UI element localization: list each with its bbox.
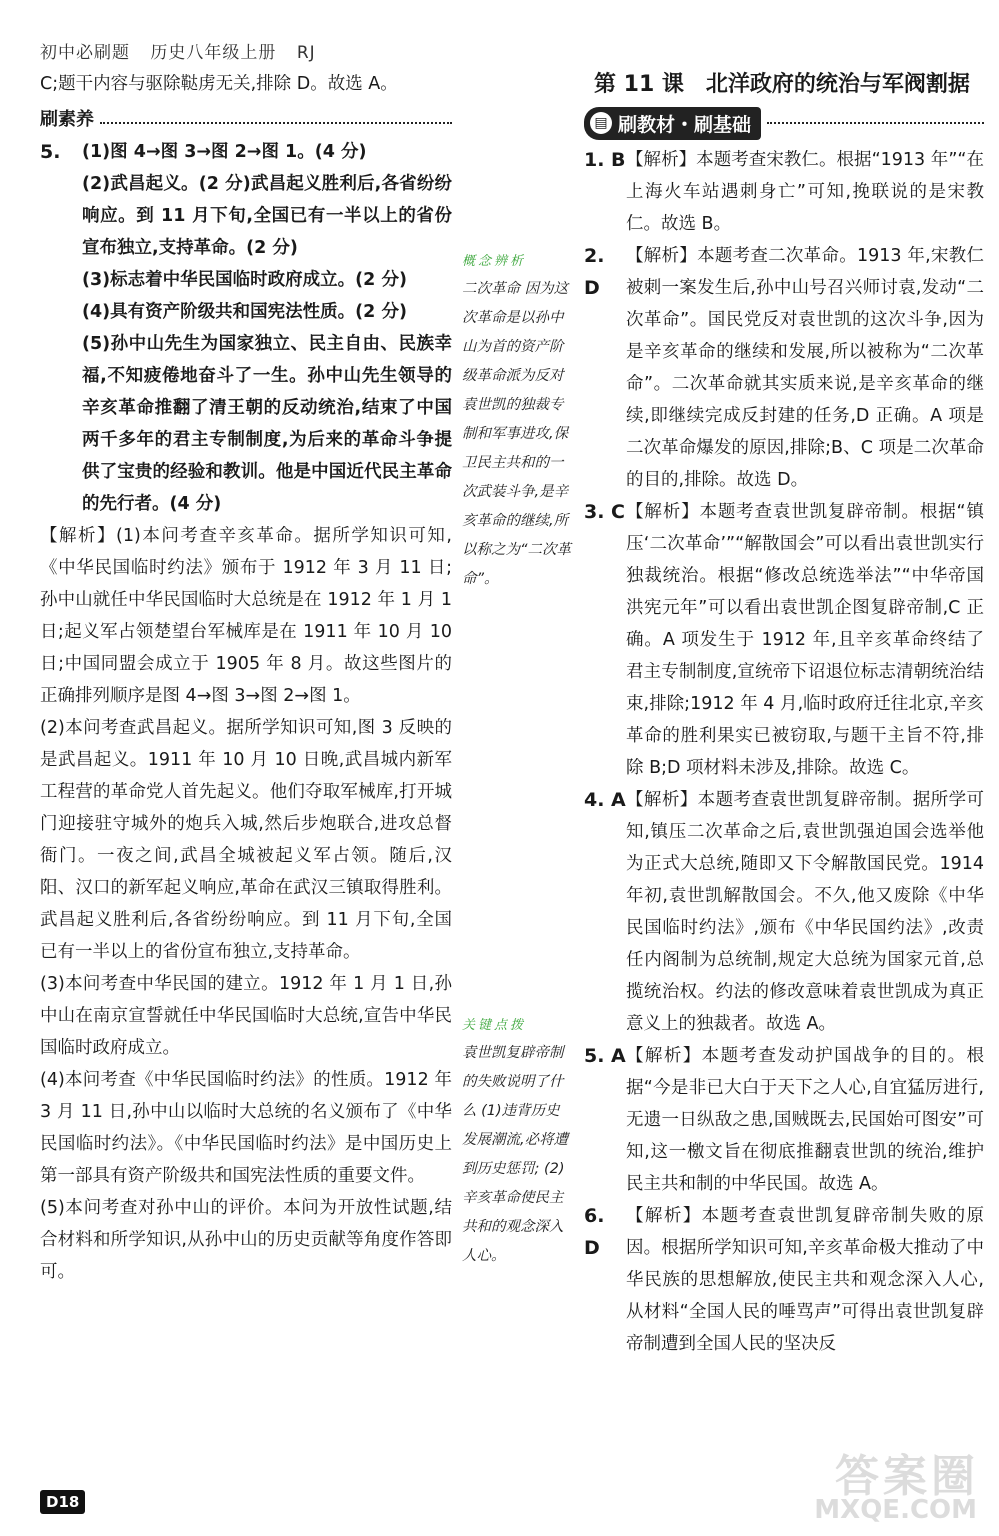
banner-text: 刷教材・刷基础: [618, 113, 752, 136]
analysis-paragraph: (5)本问考查对孙中山的评价。本问为开放性试题,结合材料和所学知识,从孙中山的历史贡献等角度作答即可。: [40, 1198, 452, 1282]
answer-text: 【解析】本题考查二次革命。1913 年,宋教仁被刺一案发生后,孙中山号召兴师讨袁,发动“二次革命”。国民党反对袁世凯的这次斗争,因为是辛亥革命的继续和发展,所以被称为“二次革命”。二次革命就其实质来说,是辛亥革命的继续,即继续完成反封建的任务,D 正确。A 项是二次革命爆发的原因,排除;B、C 项是二次革命的目的,排除。故选 D。: [626, 246, 984, 490]
margin-note: 二次革命 因为这次革命是以孙中山为首的资产阶级革命派为反对袁世凯的独裁专制和军事进攻,保卫民主共和的一次武装斗争,是辛亥革命的继续,所以称之为“二次革命”。: [462, 281, 572, 587]
series-name: 初中必刷题: [40, 43, 130, 63]
answer-text: 【解析】本题考查袁世凯复辟帝制。据所学可知,镇压二次革命之后,袁世凯强迫国会选举他为正式大总统,随即又下令解散国民党。1914 年初,袁世凯解散国会。不久,他又废除《中华民国临时约法》,颁布《中华民国约法》,改责任内阁制为总统制,规定大总统为国家元首,总揽统治权。约法的修改意味着袁世凯成为真正意义上的独裁者。故选 A。: [626, 790, 984, 1034]
lesson-title: 第 11 课 北洋政府的统治与军阀割据: [594, 72, 970, 97]
answer-key: 5. A: [584, 1045, 626, 1067]
margin-note: 袁世凯复辟帝制的失败说明了什么 (1)违背历史发展潮流,必将遭到历史惩罚; (2)辛亥革命使民主共和的观念深入人心。: [462, 1045, 569, 1264]
answer-key: 1. B: [584, 149, 626, 171]
banner-tag: [584, 107, 761, 140]
right-column: [584, 68, 984, 1360]
answer-item: [584, 784, 984, 1040]
section-label-suyang: [40, 104, 452, 136]
answer-line: (2)武昌起义。(2 分)武昌起义胜利后,各省纷纷响应。到 11 月下旬,全国已有一半以上的省份宣布独立,支持革命。(2 分): [82, 174, 452, 258]
answer-key: 4. A: [584, 789, 626, 811]
banner-divider: [767, 122, 984, 124]
watermark-logo: 答案圈: [835, 1451, 979, 1502]
answer-text: 【解析】本题考查宋教仁。根据“1913 年”“在上海火车站遇刺身亡”可知,挽联说的是宋教仁。故选 B。: [626, 150, 984, 234]
answer-item: [584, 1040, 984, 1200]
margin-notes: [462, 250, 572, 1271]
note-tag: 关键点拨: [462, 1018, 527, 1033]
answer-text: 【解析】本题考查袁世凯复辟帝制。根据“镇压‘二次革命’”“解散国会”可以看出袁世凯实行独裁统治。根据“修改总统选举法”“中华帝国洪宪元年”可以看出袁世凯企图复辟帝制,C 正确。A 项发生于 1912 年,且辛亥革命终结了君主专制制度,宣统帝下诏退位标志清朝统治结束,排除;1912 年 4 月,临时政府迁往北京,辛亥革命的胜利果实已被窃取,与题干主旨不符,排除 B;D 项材料未涉及,排除。故选 C。: [626, 502, 984, 778]
answer-item: [584, 144, 984, 240]
book-icon: ▤: [590, 112, 612, 134]
answer-key: 3. C: [584, 501, 625, 523]
analysis-paragraph: (4)本问考查《中华民国临时约法》的性质。1912 年 3 月 11 日,孙中山以临时大总统的名义颁布了《中华民国临时约法》。《中华民国临时约法》是中国历史上第一部具有资产阶级共和国宪法性质的重要文件。: [40, 1070, 452, 1186]
answer-line: (4)具有资产阶级共和国宪法性质。(2 分): [82, 302, 407, 322]
analysis-paragraph: (3)本问考查中华民国的建立。1912 年 1 月 1 日,孙中山在南京宣誓就任中华民国临时大总统,宣告中华民国临时政府成立。: [40, 974, 452, 1058]
question-5: [40, 136, 452, 520]
answer-item: [584, 496, 984, 784]
carry-line: C;题干内容与驱除鞑虏无关,排除 D。故选 A。: [40, 74, 398, 94]
answer-line: (1)图 4→图 3→图 2→图 1。(4 分): [82, 142, 367, 162]
page-number: D18: [40, 1490, 85, 1514]
section-divider: [100, 121, 452, 124]
edition-tag: RJ: [296, 43, 316, 63]
answer-item: [584, 1200, 984, 1360]
watermark-url: MXQE.COM: [814, 1495, 977, 1525]
section-label-text: 刷素养: [40, 109, 94, 130]
note-tag: 概念辨析: [462, 254, 527, 269]
answer-text: 【解析】本题考查袁世凯复辟帝制失败的原因。根据所学知识可知,辛亥革命极大推动了中华民族的思想解放,使民主共和观念深入人心,从材料“全国人民的唾骂声”可得出袁世凯复辟帝制遭到全国人民的坚决反: [626, 1206, 984, 1354]
page-header: [40, 38, 330, 63]
analysis-paragraph: (2)本问考查武昌起义。据所学知识可知,图 3 反映的是武昌起义。1911 年 10 月 10 日晚,武昌城内新军工程营的革命党人首先起义。他们夺取军械库,打开城门迎接驻守城外的炮兵入城,然后步炮联合,进攻总督衙门。一夜之间,武昌全城被起义军占领。随后,汉阳、汉口的新军起义响应,革命在武汉三镇取得胜利。武昌起义胜利后,各省纷纷响应。到 11 月下旬,全国已有一半以上的省份宣布独立,支持革命。: [40, 718, 452, 962]
question-number: 5.: [40, 141, 61, 163]
answer-key: 2. D: [584, 245, 605, 299]
left-column: [40, 68, 452, 1288]
section-banner: [584, 106, 984, 140]
answer-text: 【解析】本题考查发动护国战争的目的。根据“今是非已大白于天下之人心,自宜猛厉进行,无遗一日纵敌之患,国贼既去,民国始可图安”可知,这一檄文旨在彻底推翻袁世凯的统治,维护民主共和制的中华民国。故选 A。: [626, 1046, 984, 1194]
analysis-paragraph: 【解析】(1)本问考查辛亥革命。据所学知识可知,《中华民国临时约法》颁布于 1912 年 3 月 11 日;孙中山就任中华民国临时大总统是在 1912 年 1 月 1 日;起义军占领楚望台军械库是在 1911 年 10 月 10 日;中国同盟会成立于 1905 年 8 月。故这些图片的正确排列顺序是图 4→图 3→图 2→图 1。: [40, 526, 452, 706]
answer-line: (3)标志着中华民国临时政府成立。(2 分): [82, 270, 407, 290]
answer-line: (5)孙中山先生为国家独立、民主自由、民族幸福,不知疲倦地奋斗了一生。孙中山先生领导的辛亥革命推翻了清王朝的反动统治,结束了中国两千多年的君主专制制度,为后来的革命斗争提供了宝贵的经验和教训。他是中国近代民主革命的先行者。(4 分): [82, 334, 452, 514]
answer-key: 6. D: [584, 1205, 605, 1259]
subject-name: 历史八年级上册: [150, 43, 277, 63]
answer-item: [584, 240, 984, 496]
